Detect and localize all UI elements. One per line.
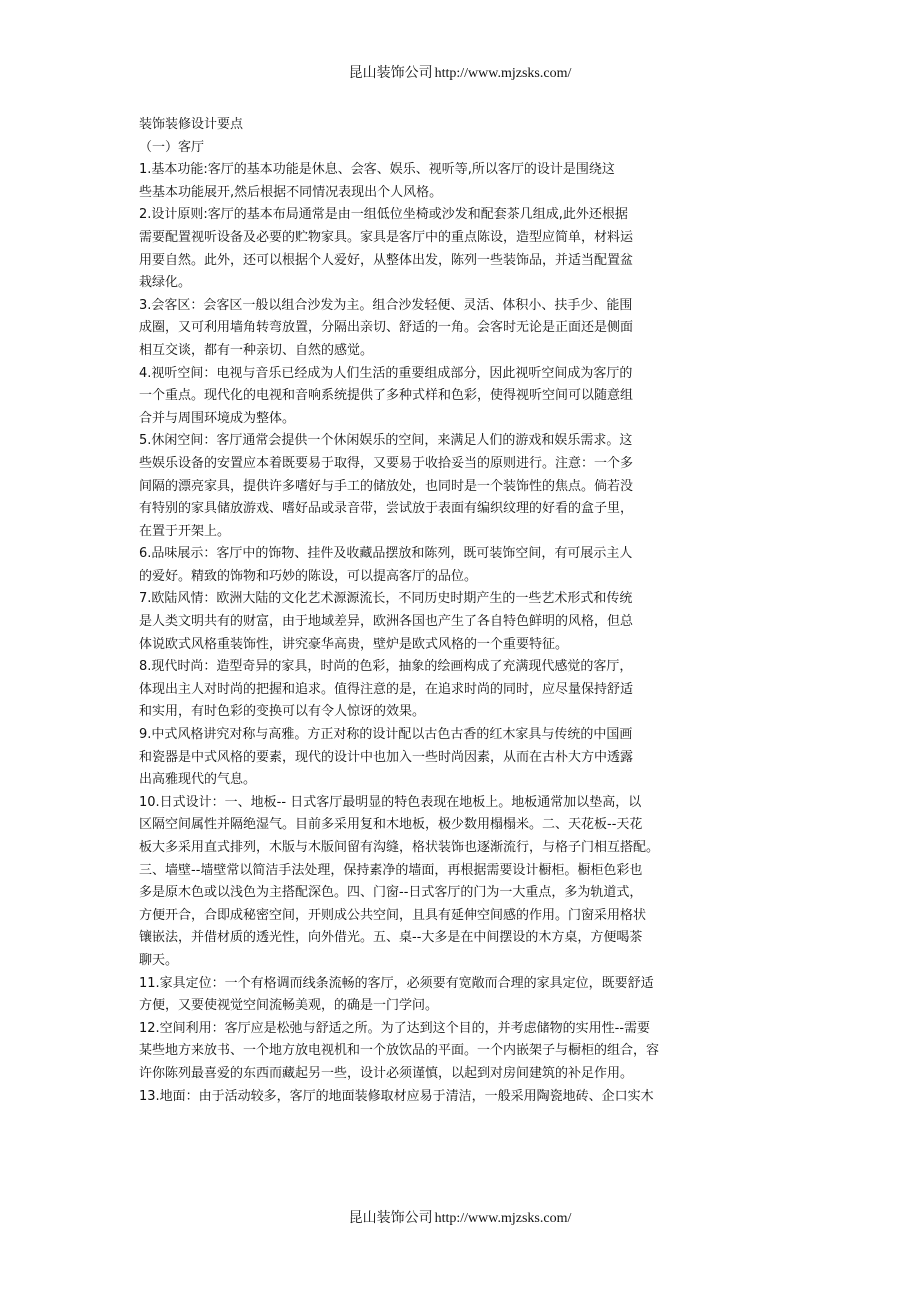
- text-line: 13.地面：由于活动较多，客厅的地面装修取材应易于清洁，一般采用陶瓷地砖、企口实木: [139, 1088, 654, 1104]
- text-line: 栽绿化。: [139, 275, 192, 291]
- text-line: 体现出主人对时尚的把握和追求。值得注意的是，在追求时尚的同时，应尽量保持舒适: [139, 681, 634, 697]
- text-line: 成圈，又可利用墙角转弯放置，分隔出亲切、舒适的一角。会客时无论是正面还是侧面: [139, 320, 634, 336]
- text-line: 镶嵌法，并借材质的透光性，向外借光。五、桌--大多是在中间摆设的木方桌，方便喝茶: [139, 930, 643, 946]
- text-line: 是人类文明共有的财富，由于地域差异，欧洲各国也产生了各自特色鲜明的风格，但总: [139, 614, 634, 630]
- text-line: 4.视听空间：电视与音乐已经成为人们生活的重要组成部分，因此视听空间成为客厅的: [139, 365, 633, 381]
- text-line: 7.欧陆风情：欧洲大陆的文化艺术源源流长，不同历史时期产生的一些艺术形式和传统: [139, 591, 633, 607]
- text-line: 和瓷器是中式风格的要素，现代的设计中也加入一些时尚因素，从而在古朴大方中透露: [139, 749, 634, 765]
- page-footer: [0, 1209, 920, 1228]
- document-body: [139, 114, 699, 1108]
- text-line: 合并与周围环境成为整体。: [139, 410, 296, 426]
- text-line: 2.设计原则:客厅的基本布局通常是由一组低位坐椅或沙发和配套茶几组成,此外还根据: [139, 207, 628, 223]
- text-line: 区隔空间属性并隔绝湿气。目前多采用复和木地板，极少数用榻榻米。二、天花板--天花: [139, 817, 643, 833]
- text-line: 10.日式设计：一、地板-- 日式客厅最明显的特色表现在地板上。地板通常加以垫高，以: [139, 794, 642, 810]
- document-title: 装饰装修设计要点: [139, 117, 244, 132]
- text-line: 需要配置视听设备及必要的贮物家具。家具是客厅中的重点陈设，造型应简单，材料运: [139, 229, 634, 245]
- text-line: 12.空间利用：客厅应是松弛与舒适之所。为了达到这个目的，并考虑储物的实用性--需要: [139, 1020, 651, 1036]
- text-line: 用要自然。此外，还可以根据个人爱好，从整体出发，陈列一些装饰品，并适当配置盆: [139, 252, 634, 268]
- header-company-name: 昆山装饰公司: [348, 65, 433, 81]
- text-line: 1.基本功能:客厅的基本功能是休息、会客、娱乐、视听等,所以客厅的设计是围绕这: [139, 162, 615, 178]
- text-line: 体说欧式风格重装饰性，讲究豪华高贵，壁炉是欧式风格的一个重要特征。: [139, 636, 569, 652]
- text-line: 三、墙壁--墙壁常以简洁手法处理，保持素净的墙面，再根据需要设计橱柜。橱柜色彩也: [139, 862, 643, 878]
- text-line: 11.家具定位：一个有格调而线条流畅的客厅，必须要有宽敞而合理的家具定位，既要舒适: [139, 975, 654, 991]
- text-line: 许你陈列最喜爱的东西而藏起另一些，设计必须谨慎，以起到对房间建筑的补足作用。: [139, 1065, 634, 1081]
- text-line: 9.中式风格讲究对称与高雅。方正对称的设计配以古色古香的红木家具与传统的中国画: [139, 727, 633, 743]
- text-line: 8.现代时尚：造型奇异的家具，时尚的色彩，抽象的绘画构成了充满现代感觉的客厅，: [139, 659, 633, 675]
- text-line: 在置于开架上。: [139, 523, 231, 539]
- text-line: 出高雅现代的气息。: [139, 772, 257, 788]
- text-line: 有特别的家具储放游戏、嗜好品或录音带，尝试放于表面有编织纹理的好看的盒子里，: [139, 501, 634, 517]
- text-line: 的爱好。精致的饰物和巧妙的陈设，可以提高客厅的品位。: [139, 568, 478, 584]
- text-line: 聊天。: [139, 952, 179, 968]
- text-line: 某些地方来放书、一个地方放电视机和一个放饮品的平面。一个内嵌架子与橱柜的组合，容: [139, 1043, 660, 1059]
- text-line: 3.会客区：会客区一般以组合沙发为主。组合沙发轻便、灵活、体积小、扶手少、能围: [139, 297, 633, 313]
- header-url: http://www.mjzsks.com/: [434, 66, 572, 81]
- section-heading: （一）客厅: [139, 139, 205, 155]
- text-line: 方便，又要使视觉空间流畅美观，的确是一门学问。: [139, 998, 439, 1014]
- text-line: 5.休闲空间：客厅通常会提供一个休闲娱乐的空间，来满足人们的游戏和娱乐需求。这: [139, 433, 633, 449]
- text-line: 些基本功能展开,然后根据不同情况表现出个人风格。: [139, 184, 443, 200]
- text-line: 和实用，有时色彩的变换可以有令人惊讶的效果。: [139, 704, 426, 720]
- text-line: 方便开合，合即成秘密空间，开则成公共空间，且具有延伸空间感的作用。门窗采用格状: [139, 907, 647, 923]
- text-line: 多是原木色或以浅色为主搭配深色。四、门窗--日式客厅的门为一大重点，多为轨道式，: [139, 885, 643, 901]
- page-header: [0, 64, 920, 83]
- text-line: 6.品味展示：客厅中的饰物、挂件及收藏品摆放和陈列，既可装饰空间，有可展示主人: [139, 546, 633, 562]
- text-line: 些娱乐设备的安置应本着既要易于取得，又要易于收拾妥当的原则进行。注意：一个多: [139, 455, 634, 471]
- footer-company-name: 昆山装饰公司: [348, 1210, 433, 1226]
- footer-url: http://www.mjzsks.com/: [434, 1211, 572, 1226]
- text-line: 相互交谈，都有一种亲切、自然的感觉。: [139, 342, 374, 358]
- text-line: 间隔的漂亮家具，提供许多嗜好与手工的储放处，也同时是一个装饰性的焦点。倘若没: [139, 478, 634, 494]
- text-line: 一个重点。现代化的电视和音响系统提供了多种式样和色彩，使得视听空间可以随意组: [139, 388, 634, 404]
- text-line: 板大多采用直式排列，木版与木版间留有沟缝，格状装饰也逐渐流行，与格子门相互搭配。: [139, 840, 660, 855]
